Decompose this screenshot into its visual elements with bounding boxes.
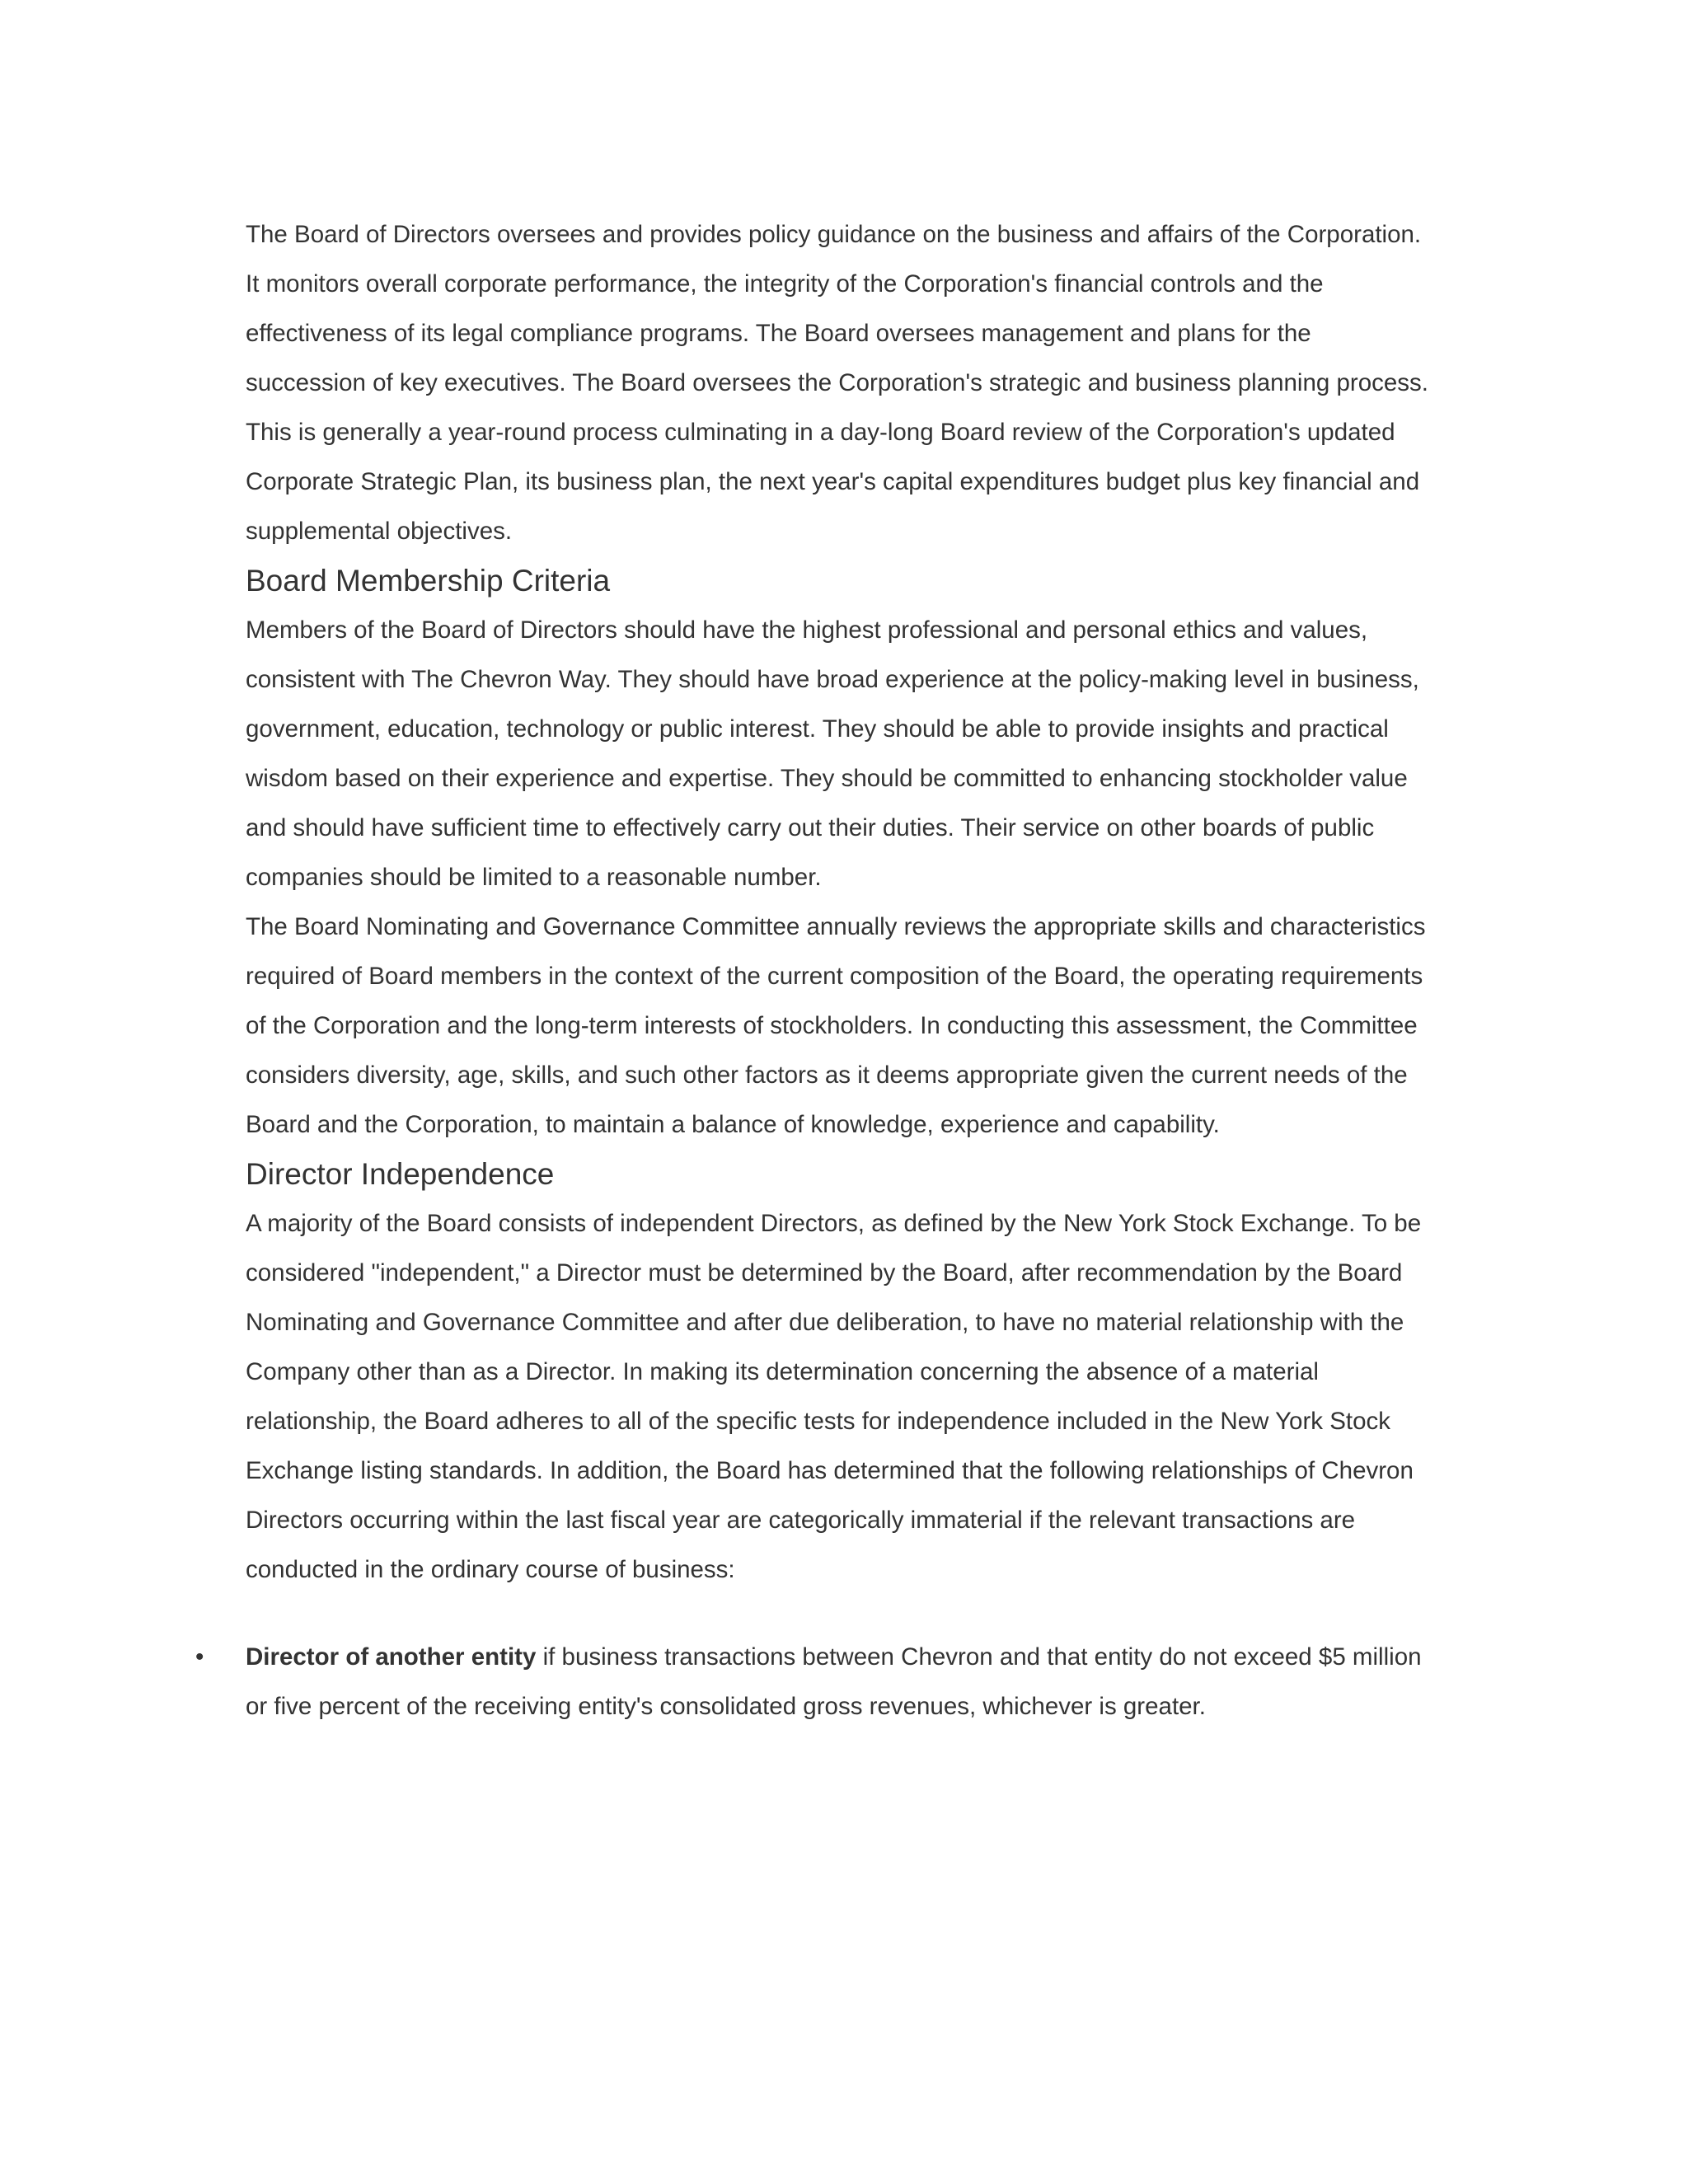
list-item-lead: Director of another entity — [246, 1643, 537, 1671]
bullet-marker: • — [195, 1643, 204, 1671]
list-item-text: if business transactions between Chevron and that entity do not exceed $5 million or five percent of the receiving entity's consolidated gross revenues, whichever is greater. — [246, 1643, 1422, 1720]
intro-paragraph: The Board of Directors oversees and provides policy guidance on the business and affairs of the Corporation. It monitors overall corporate performance, the integrity of the Corporation's financial controls and the effectiveness of its legal compliance programs. The Board oversees management and plans for the succession of key executives. The Board oversees the Corporation's strategic and business planning process. This is generally a year-round process culminating in a day-long Board review of the Corporation's updated Corporate Strategic Plan, its business plan, the next year's capital expenditures budget plus key financial and supplemental objectives. — [246, 221, 1428, 545]
heading-director-independence: Director Independence — [246, 1157, 555, 1191]
heading-board-membership-criteria: Board Membership Criteria — [246, 564, 611, 598]
list-item — [195, 1633, 1432, 1732]
membership-criteria-paragraph: Members of the Board of Directors should have the highest professional and personal ethics and values, consistent with The Chevron Way. They should have broad experience at the policy-making level in business, government, education, technology or public interest. They should be able to provide insights and practical wisdom based on their experience and expertise. They should be committed to enhancing stockholder value and should have sufficient time to effectively carry out their duties. Their service on other boards of public companies should be limited to a reasonable number. — [246, 616, 1419, 891]
relationships-list — [195, 1633, 1432, 1732]
independence-paragraph: A majority of the Board consists of independent Directors, as defined by the New York Stock Exchange. To be considered "independent," a Director must be determined by the Board, after recommendation by the Board Nominating and Governance Committee and after due deliberation, to have no material relationship with the Company other than as a Director. In making its determination concerning the absence of a material relationship, the Board adheres to all of the specific tests for independence included in the New York Stock Exchange listing standards. In addition, the Board has determined that the following relationships of Chevron Directors occurring within the last fiscal year are categorically immaterial if the relevant transactions are conducted in the ordinary course of business: — [246, 1210, 1422, 1583]
document-page — [195, 210, 1432, 1732]
nominating-committee-paragraph: The Board Nominating and Governance Committee annually reviews the appropriate skills and characteristics required of Board members in the context of the current composition of the Board, the operating requirements of the Corporation and the long-term interests of stockholders. In conducting this assessment, the Committee considers diversity, age, skills, and such other factors as it deems appropriate given the current needs of the Board and the Corporation, to maintain a balance of knowledge, experience and capability. — [246, 913, 1426, 1138]
